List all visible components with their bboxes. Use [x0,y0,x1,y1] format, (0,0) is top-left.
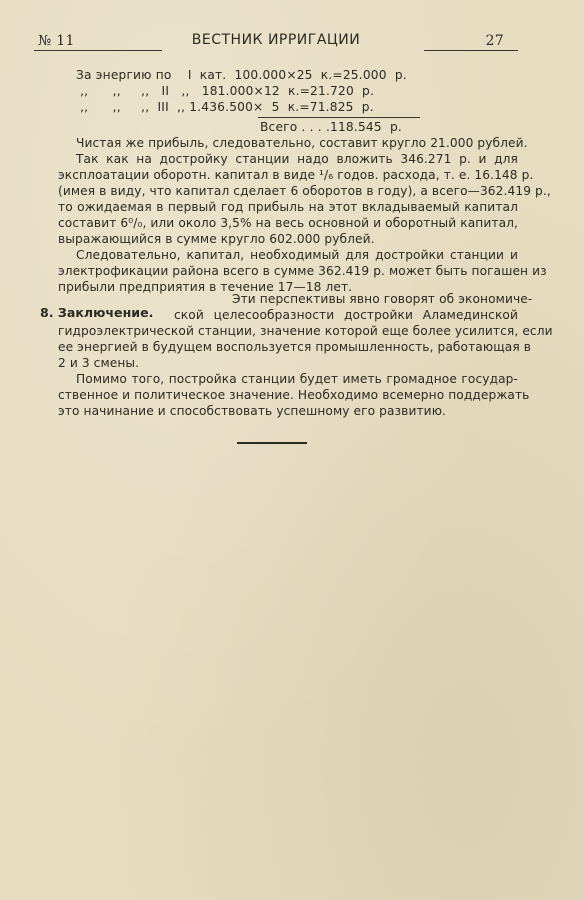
header-rule-left [34,50,162,51]
paragraph-line: выражающийся в сумме кругло 602.000 рублей. [58,232,375,246]
section-line: ее энергией в будущем воспользуется промышленность, работающая в [58,340,532,354]
paragraph-line: эксплоатации оборотн. капитал в виде ¹/₆ годов. расхода, т. е. 16.148 р. [58,168,534,182]
calc-line-3: ,, ,, ,, III ,, 1.436.500× 5 к.=71.825 р. [76,100,374,114]
calc-line-1: За энергию по I кат. 100.000×25 к.=25.000 р. [76,68,407,82]
paragraph-line: то ожидаемая в первый год прибыль на этот вкладываемый капитал [58,200,518,214]
section-line: 2 и 3 смены. [58,356,140,370]
section-line: ственное и политическое значение. Необходимо всемерно поддержать [58,388,530,402]
paragraph-line: прибыли предприятия в течение 17—18 лет. [58,280,353,294]
section-heading: 8. Заключение. [40,305,154,320]
header-rule-right [424,50,518,51]
paragraph-line: составит 6⁰/₀, или около 3,5% на весь основной и оборотный капитал, [58,216,518,230]
paragraph-line: (имея в виду, что капитал сделает 6 оборотов в году), а всего—362.419 р., [58,184,551,198]
issue-number: № 11 [38,33,75,49]
journal-title: ВЕСТНИК ИРРИГАЦИИ [191,32,361,48]
section-line: ской целесообразности достройки Аламединской [174,308,518,322]
section-line: гидроэлектрической станции, значение которой еще более усилится, если [58,324,553,338]
running-header [34,30,518,50]
paragraph-line: Чистая же прибыль, следовательно, составит кругло 21.000 рублей. [76,136,528,150]
paragraph-line: Так как на достройку станции надо вложить 346.271 р. и для [76,152,518,166]
section-line: Помимо того, постройка станции будет иметь громадное государ- [76,372,518,386]
calc-total: Всего . . . .118.545 р. [260,120,402,134]
section-line: Эти перспективы явно говорят об экономиче- [232,292,533,306]
paragraph-line: электрофикации района всего в сумме 362.419 р. может быть погашен из [58,264,547,278]
section-line: это начинание и способствовать успешному его развитию. [58,404,447,418]
calc-line-2: ,, ,, ,, II ,, 181.000×12 к.=21.720 р. [76,84,375,98]
sum-rule [258,117,420,118]
paragraph-line: Следовательно, капитал, необходимый для достройки станции и [76,248,518,262]
end-rule [237,442,307,444]
page-number: 27 [485,33,504,49]
